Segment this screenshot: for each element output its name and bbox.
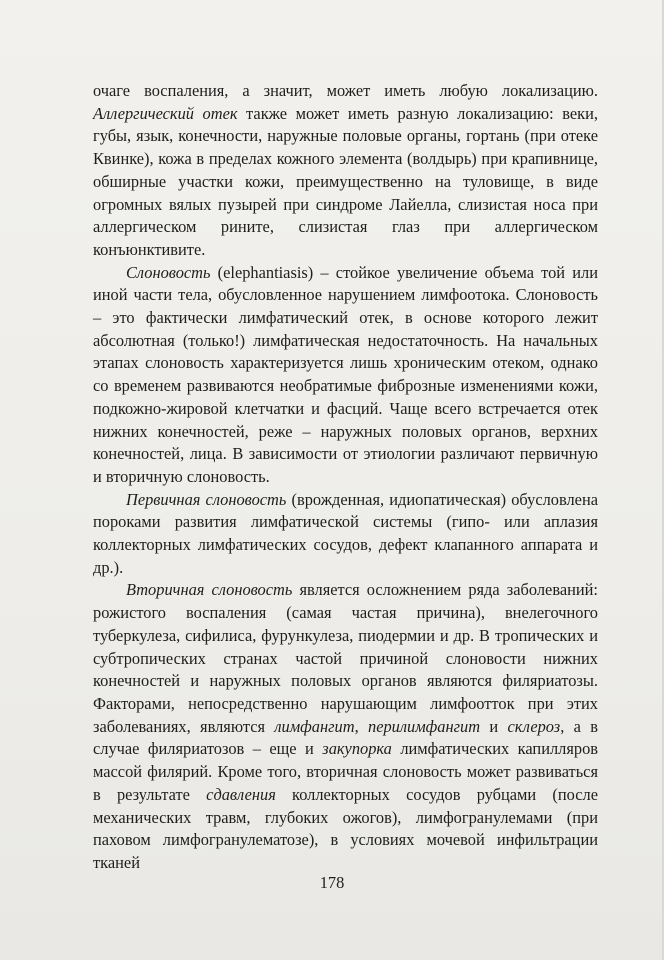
text-run: , а в случае филяриатозов – еще и [93,716,598,759]
text-run: также может иметь разную локализацию: веки, губы, язык, конечности, наружные половые органы, гортань (при отеке Квинке), кожа в пределах кожного элемента (волдырь) при крапивнице, обширные участки кожи, преимущественно на туловище, в виде огромных вялых пузырей при синдроме Лайелла, слизистая носа при аллергическом рините, слизистая глаз при аллергическом конъюнктивите. [93,103,598,259]
text-run: , [354,716,368,736]
paragraph-secondary-elephantiasis [93,579,598,874]
paragraph-elephantiasis [93,262,598,489]
italic-term: перилимфангит [368,716,481,736]
italic-term: закупорка [322,739,392,759]
paragraph-primary-elephantiasis [93,489,598,580]
italic-term: склероз [507,716,561,736]
italic-term: лимфангит [274,716,355,736]
text-run: и [480,716,508,736]
text-run: (врожденная, идиопатическая) обусловлена пороками развития лимфатической системы (гипо- или аплазия коллекторных лимфатических сосудов, дефект клапанного аппарата и др.). [93,489,599,577]
text-run: лимфатических капилляров массой филярий. Кроме того, вторичная слоновость может развиваться в результате [93,739,599,804]
italic-term: сдавления [206,784,276,804]
italic-term: Слоновость [126,262,211,282]
italic-term: Аллергический отек [93,103,238,123]
page-text [93,80,598,875]
paragraph-allergic-edema [93,80,598,262]
italic-term: Первичная слоновость [126,489,287,509]
text-run: является осложнением ряда заболеваний: рожистого воспаления (самая частая причина), внелегочного туберкулеза, сифилиса, фурункулеза, пиодермии и др. В тропических и субтропических странах частой причиной слоновости нижних конечностей и наружных половых органов являются филяриатозы. Факторами, непосредственно нарушающим лимфоотток при этих заболеваниях, являются [93,580,598,736]
italic-term: Вторичная слоновость [126,580,293,600]
text-run: коллекторных сосудов рубцами (после механических травм, глубоких ожогов), лимфогранулемами (при паховом лимфогранулематозе), в условиях мочевой инфильтрации тканей [93,784,598,872]
page-number: 178 [319,873,345,892]
text-run: (elephantiasis) – стойкое увеличение объема той или иной части тела, обусловленное нарушением лимфоотока. Слоновость – это фактически лимфатический отек, в основе которого лежит абсолютная (только!) лимфатическая недостаточность. На начальных этапах слоновость характеризуется лишь хроническим отеком, однако со временем развиваются необратимые фиброзные изменениями кожи, подкожно-жировой клетчатки и фасций. Чаще всего встречается отек нижних конечностей, реже – наружных половых органов, верхних конечностей, лица. В зависимости от этиологии различают первичную и вторичную слоновость. [93,262,598,486]
text-run: очаге воспаления, а значит, может иметь любую локализацию. [93,81,598,100]
